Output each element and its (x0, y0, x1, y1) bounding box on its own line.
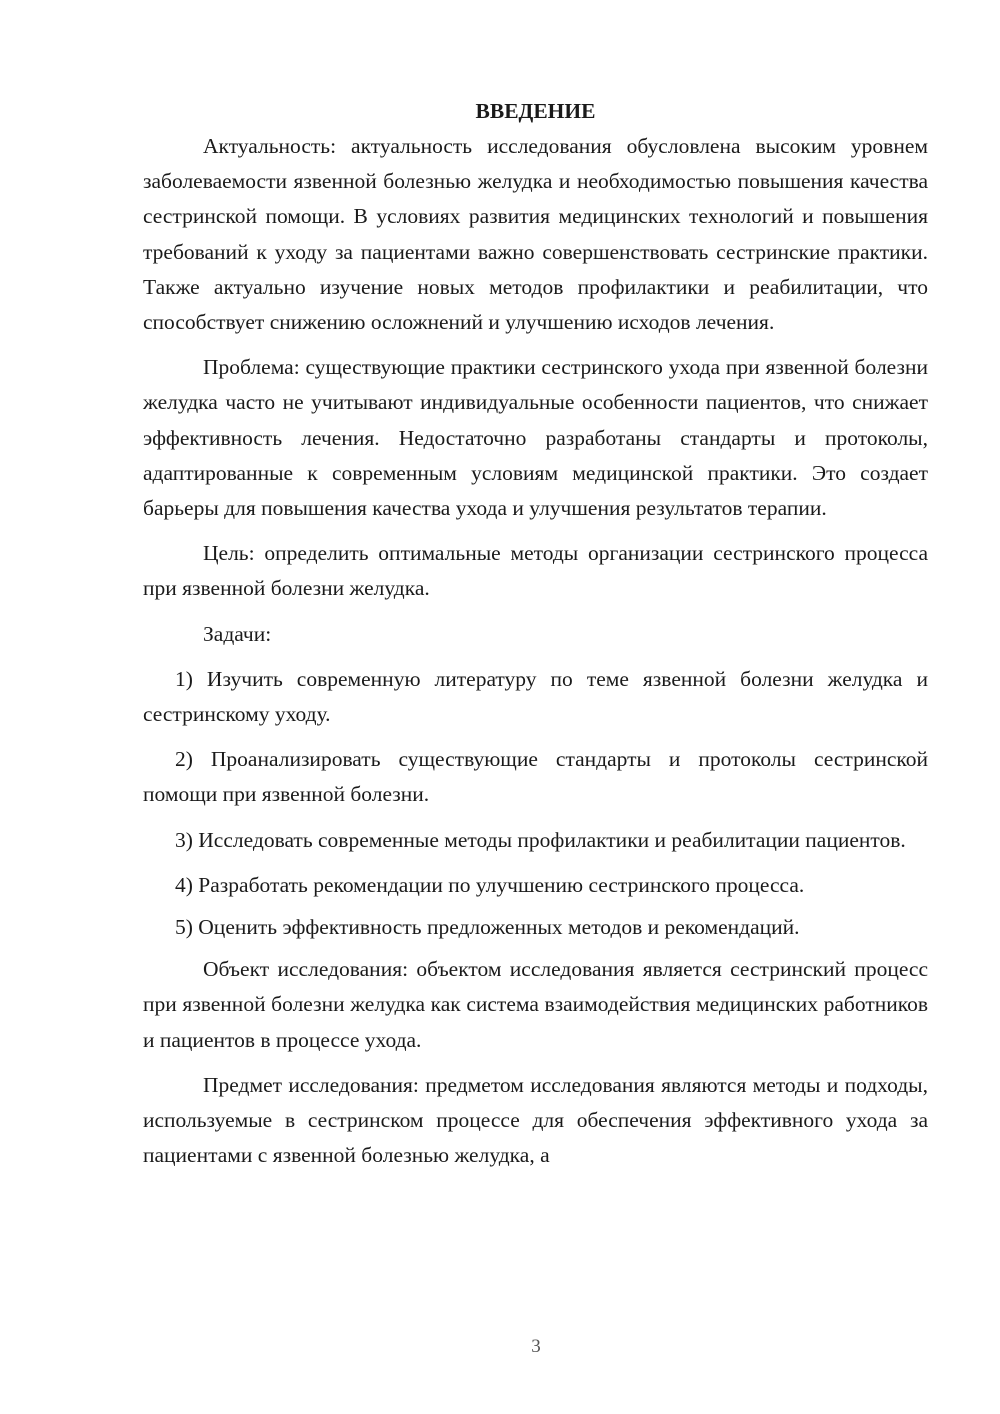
task-item-5: 5) Оценить эффективность предложенных методов и рекомендаций. (175, 915, 800, 940)
tasks-label: Задачи: (203, 621, 272, 646)
problem-paragraph: Проблема: существующие практики сестринского ухода при язвенной болезни желудка часто не учитывают индивидуальные особенности пациентов, что снижает эффективность лечения. Недостаточно разработаны стандарты и протоколы, адаптированные к современным условиям медицинской практики. Это создает барьеры для повышения качества ухода и улучшения результатов терапии. (143, 355, 928, 521)
goal-paragraph: Цель: определить оптимальные методы организации сестринского процесса при язвенной болезни желудка. (143, 541, 928, 601)
page-content (143, 94, 928, 1173)
task-item-1: 1) Изучить современную литературу по теме язвенной болезни желудка и сестринскому уходу. (143, 666, 928, 727)
object-paragraph: Объект исследования: объектом исследования является сестринский процесс при язвенной болезни желудка как система взаимодействия медицинских работников и пациентов в процессе ухода. (143, 957, 928, 1052)
relevance-paragraph: Актуальность: актуальность исследования обусловлена высоким уровнем заболеваемости язвенной болезнью желудка и необходимостью повышения качества сестринской помощи. В условиях развития медицинских технологий и повышения требований к уходу за пациентами важно совершенствовать сестринские практики. Также актуально изучение новых методов профилактики и реабилитации, что способствует снижению осложнений и улучшению исходов лечения. (143, 134, 928, 335)
task-item-3: 3) Исследовать современные методы профилактики и реабилитации пациентов. (175, 827, 906, 852)
subject-paragraph: Предмет исследования: предметом исследования являются методы и подходы, используемые в сестринском процессе для обеспечения эффективного ухода за пациентами с язвенной болезнью желудка, а (143, 1072, 928, 1168)
task-item-2: 2) Проанализировать существующие стандарты и протоколы сестринской помощи при язвенной болезни. (143, 747, 928, 807)
section-heading: ВВЕДЕНИЕ (475, 99, 596, 123)
task-item-4: 4) Разработать рекомендации по улучшению сестринского процесса. (175, 872, 805, 897)
page-number: 3 (531, 1336, 541, 1357)
